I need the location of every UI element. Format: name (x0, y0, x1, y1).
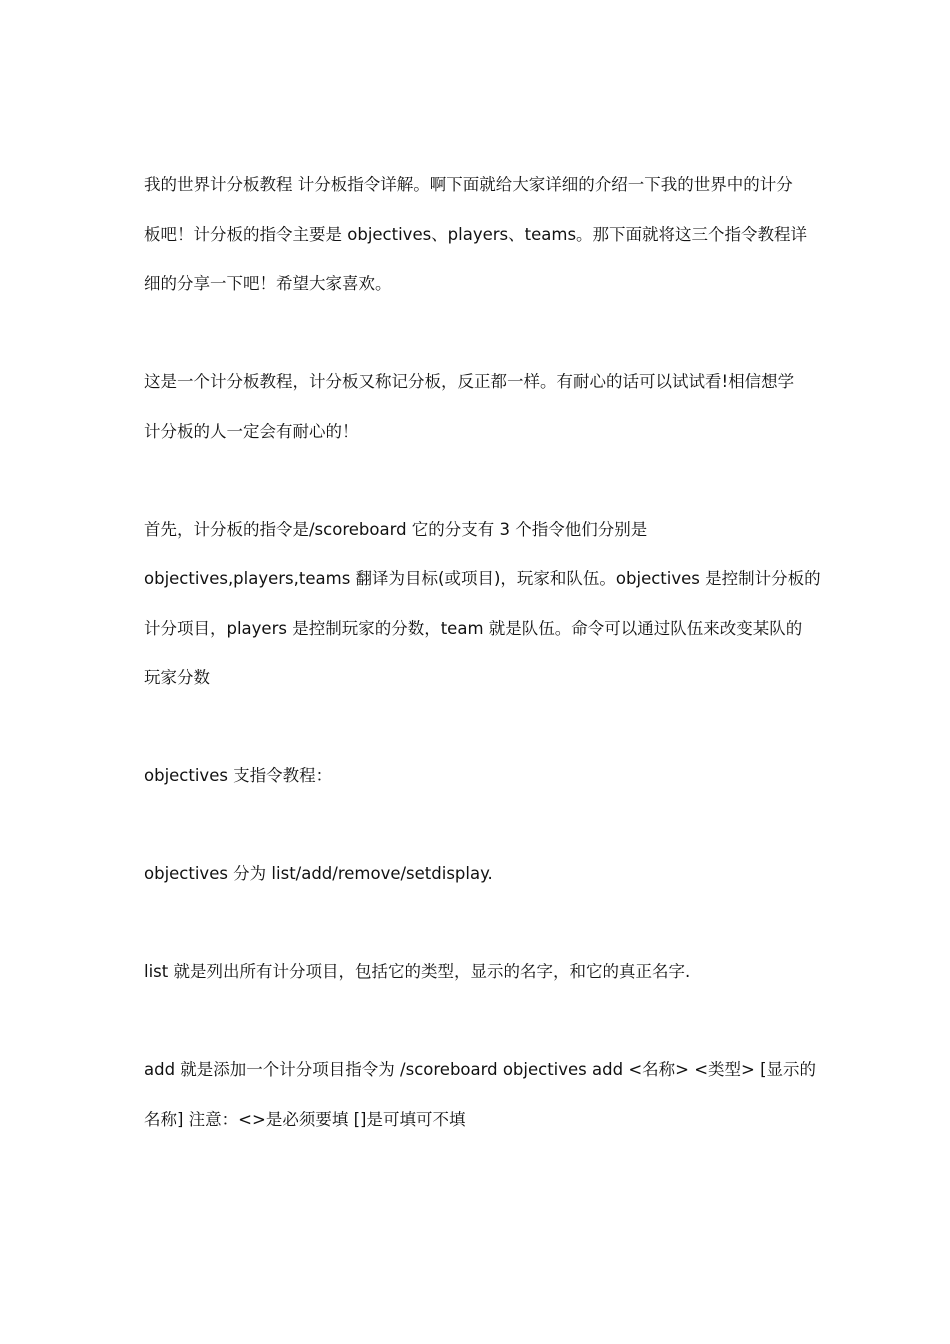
paragraph-objectives-branches (144, 849, 812, 899)
text-line: 板吧！计分板的指令主要是 objectives、players、teams。那下面就将这三个指令教程详 (144, 224, 808, 244)
text-line: 这是一个计分板教程，计分板又称记分板，反正都一样。有耐心的话可以试试看!相信想学 (144, 372, 795, 391)
paragraph-spacer (144, 997, 812, 1046)
text-line: 计分项目，players 是控制玩家的分数，team 就是队伍。命令可以通过队伍来改变某队的 (144, 618, 803, 638)
document-body (144, 160, 821, 1144)
text-line: 我的世界计分板教程 计分板指令详解。啊下面就给大家详细的介绍一下我的世界中的计分 (144, 175, 793, 194)
text-line: objectives 支指令教程： (144, 766, 333, 785)
text-line: 玩家分数 (144, 668, 210, 687)
paragraph-spacer (144, 456, 812, 505)
paragraph-add-description (144, 1045, 817, 1144)
paragraph-spacer (144, 899, 812, 948)
text-line: 细的分享一下吧！希望大家喜欢。 (144, 274, 392, 293)
text-line: 首先，计分板的指令是/scoreboard 它的分支有 3 个指令他们分别是 (144, 519, 648, 539)
text-line: 名称] 注意：<>是必须要填 []是可填可不填 (144, 1109, 466, 1129)
paragraph-list-description (144, 947, 812, 997)
paragraph-intro (144, 160, 812, 309)
text-line: 计分板的人一定会有耐心的！ (144, 421, 359, 441)
text-line: objectives,players,teams 翻译为目标(或项目)，玩家和队伍。objectives 是控制计分板的 (144, 569, 821, 588)
paragraph-spacer (144, 309, 812, 358)
text-line: list 就是列出所有计分项目，包括它的类型，显示的名字，和它的真正名字. (144, 962, 691, 981)
paragraph-spacer (144, 703, 812, 752)
paragraph-tutorial-note (144, 357, 812, 456)
paragraph-spacer (144, 801, 812, 850)
paragraph-objectives-heading (144, 751, 812, 801)
text-line: add 就是添加一个计分项目指令为 /scoreboard objectives add <名称> <类型> [显示的 (144, 1060, 817, 1079)
paragraph-scoreboard-command (144, 505, 821, 703)
text-line: objectives 分为 list/add/remove/setdisplay. (144, 864, 493, 883)
